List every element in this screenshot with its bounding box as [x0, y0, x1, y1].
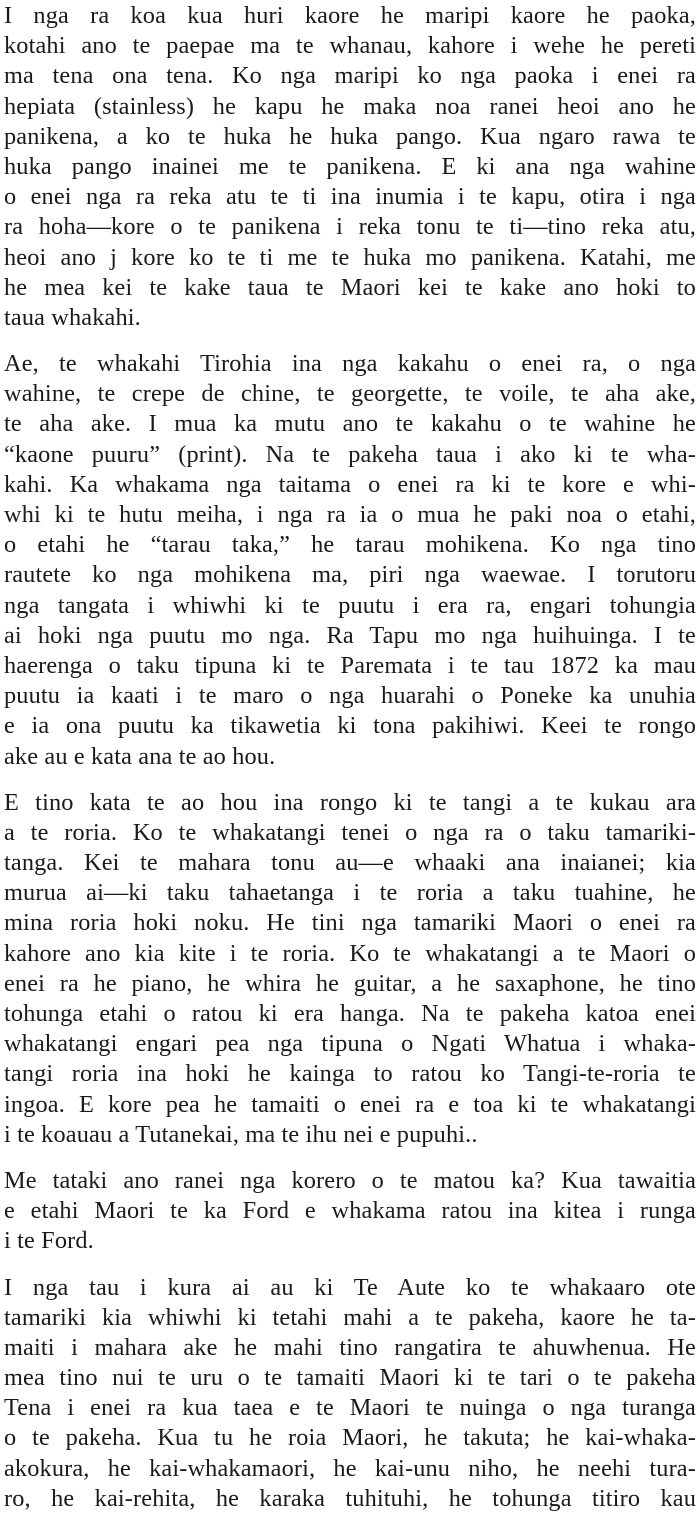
text-line: kahore ano kia kite i te roria. Ko te whakatangi a te Maori o	[4, 939, 696, 969]
text-line: tangi roria ina hoki he kainga to ratou ko Tangi-te-roria te	[4, 1059, 696, 1089]
text-line: tohunga etahi o ratou ki era hanga. Na te pakeha katoa enei	[4, 999, 696, 1029]
text-line: rautete ko nga mohikena ma, piri nga waewae. I torutoru	[4, 560, 696, 590]
text-line: mina roria hoki noku. He tini nga tamariki Maori o enei ra	[4, 908, 696, 938]
text-line: o etahi he “tarau taka,” he tarau mohikena. Ko nga tino	[4, 530, 696, 560]
paragraph	[4, 1, 696, 333]
text-line: nga tangata i whiwhi ki te puutu i era ra, engari tohungia	[4, 591, 696, 621]
text-line: tanga. Kei te mahara tonu au—e whaaki ana inaianei; kia	[4, 848, 696, 878]
text-line: murua ai—ki taku tahaetanga i te roria a taku tuahine, he	[4, 878, 696, 908]
text-line: ai hoki nga puutu mo nga. Ra Tapu mo nga huihuinga. I te	[4, 621, 696, 651]
text-line: ro, he kai-rehita, he karaka tuhituhi, he tohunga titiro kau	[4, 1484, 696, 1514]
text-line: o te pakeha. Kua tu he roia Maori, he takuta; he kai-whaka-	[4, 1423, 696, 1453]
text-line: wahine, te crepe de chine, te georgette, te voile, te aha ake,	[4, 379, 696, 409]
text-line: te aha ake. I mua ka mutu ano te kakahu o te wahine he	[4, 409, 696, 439]
text-line: ingoa. E kore pea he tamaiti o enei ra e toa ki te whakatangi	[4, 1090, 696, 1120]
text-line: akokura, he kai-whakamaori, he kai-unu niho, he neehi tura-	[4, 1454, 696, 1484]
text-line: ake au e kata ana te ao hou.	[4, 742, 696, 772]
text-line: Me tataki ano ranei nga korero o te matou ka? Kua tawaitia	[4, 1166, 696, 1196]
text-line: I nga ra koa kua huri kaore he maripi kaore he paoka,	[4, 1, 696, 31]
text-line: ra hoha—kore o te panikena i reka tonu te ti—tino reka atu,	[4, 212, 696, 242]
text-line: a te roria. Ko te whakatangi tenei o nga ra o taku tamariki-	[4, 818, 696, 848]
text-line: tamariki kia whiwhi ki tetahi mahi a te pakeha, kaore he ta-	[4, 1303, 696, 1333]
text-line: huka pango inainei me te panikena. E ki ana nga wahine	[4, 152, 696, 182]
text-line: Ae, te whakahi Tirohia ina nga kakahu o enei ra, o nga	[4, 349, 696, 379]
text-line: whakatangi engari pea nga tipuna o Ngati Whatua i whaka-	[4, 1029, 696, 1059]
paragraph	[4, 788, 696, 1150]
paragraph	[4, 349, 696, 772]
paragraph	[4, 1273, 696, 1514]
text-line: E tino kata te ao hou ina rongo ki te tangi a te kukau ara	[4, 788, 696, 818]
text-line: e etahi Maori te ka Ford e whakama ratou ina kitea i runga	[4, 1196, 696, 1226]
text-line: o enei nga ra reka atu te ti ina inumia i te kapu, otira i nga	[4, 182, 696, 212]
text-line: Tena i enei ra kua taea e te Maori te nuinga o nga turanga	[4, 1393, 696, 1423]
paragraph	[4, 1166, 696, 1257]
text-line: “kaone puuru” (print). Na te pakeha taua i ako ki te wha-	[4, 440, 696, 470]
text-line: i te koauau a Tutanekai, ma te ihu nei e pupuhi..	[4, 1120, 696, 1150]
text-line: whi ki te hutu meiha, i nga ra ia o mua he paki noa o etahi,	[4, 500, 696, 530]
text-line: e ia ona puutu ka tikawetia ki tona pakihiwi. Keei te rongo	[4, 711, 696, 741]
text-line: ma tena ona tena. Ko nga maripi ko nga paoka i enei ra	[4, 61, 696, 91]
text-line: he mea kei te kake taua te Maori kei te kake ano hoki to	[4, 273, 696, 303]
text-line: kahi. Ka whakama nga taitama o enei ra ki te kore e whi-	[4, 470, 696, 500]
text-line: mea tino nui te uru o te tamaiti Maori ki te tari o te pakeha	[4, 1363, 696, 1393]
text-line: i te Ford.	[4, 1226, 696, 1256]
text-line: panikena, a ko te huka he huka pango. Kua ngaro rawa te	[4, 122, 696, 152]
text-line: haerenga o taku tipuna ki te Paremata i te tau 1872 ka mau	[4, 651, 696, 681]
text-line: maiti i mahara ake he mahi tino rangatira te ahuwhenua. He	[4, 1333, 696, 1363]
text-line: taua whakahi.	[4, 303, 696, 333]
text-line: heoi ano j kore ko te ti me te huka mo panikena. Katahi, me	[4, 243, 696, 273]
text-line: kotahi ano te paepae ma te whanau, kahore i wehe he pereti	[4, 31, 696, 61]
text-line: I nga tau i kura ai au ki Te Aute ko te whakaaro ote	[4, 1273, 696, 1303]
text-line: enei ra he piano, he whira he guitar, a he saxaphone, he tino	[4, 969, 696, 999]
text-line: hepiata (stainless) he kapu he maka noa ranei heoi ano he	[4, 92, 696, 122]
text-line: puutu ia kaati i te maro o nga huarahi o Poneke ka unuhia	[4, 681, 696, 711]
